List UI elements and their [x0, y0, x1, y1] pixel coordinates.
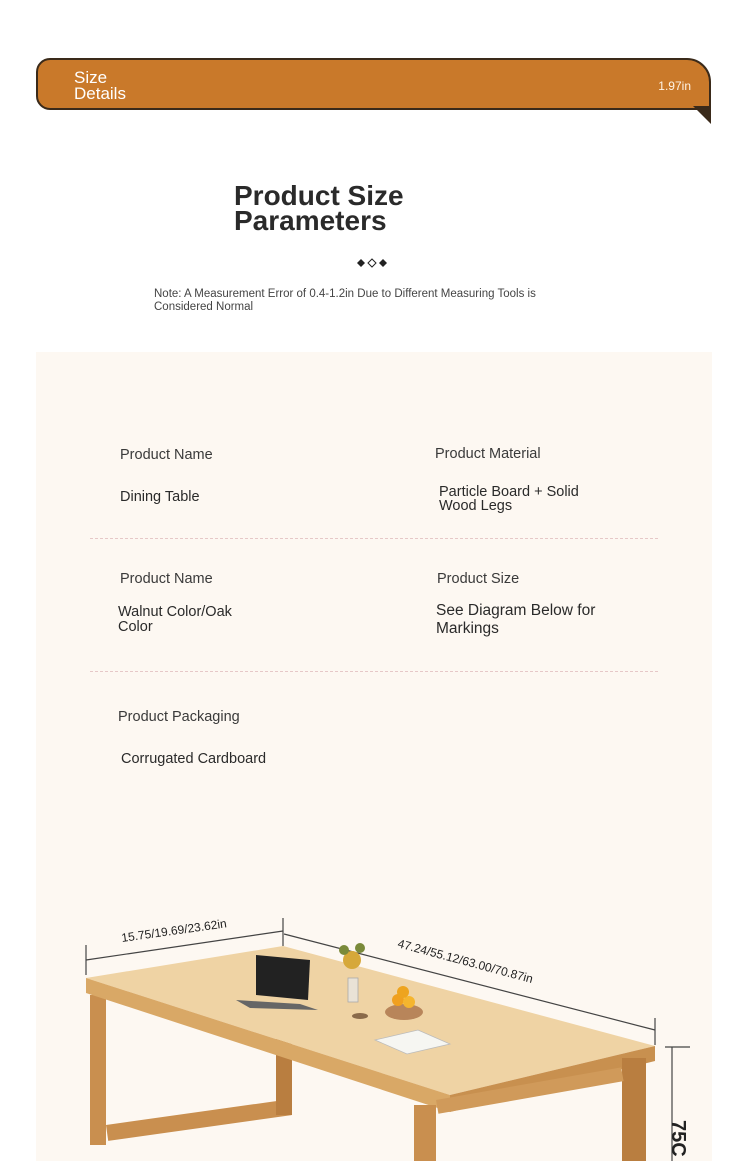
product-packaging-value: Corrugated Cardboard: [121, 751, 267, 767]
product-name-label: Product Name: [120, 447, 213, 463]
product-size-label: Product Size: [437, 571, 520, 587]
product-material-label: Product Material: [435, 446, 541, 462]
product-color-label: Product Name: [120, 571, 213, 587]
spec-divider: [90, 538, 658, 539]
spec-divider: [90, 671, 658, 672]
height-dimension-label: 75C: [667, 1120, 689, 1157]
product-material-value: Particle Board + Solid Wood Legs: [439, 484, 579, 514]
dining-table-illustration: [0, 880, 750, 1161]
banner-title: Size Details: [74, 68, 126, 103]
length-dimension-label: 47.24/55.12/63.00/70.87in: [396, 936, 535, 986]
product-name-value: Dining Table: [120, 489, 200, 505]
product-size-value: See Diagram Below for Markings: [436, 602, 596, 637]
product-packaging-label: Product Packaging: [118, 709, 240, 725]
page-title: Product Size Parameters: [234, 180, 404, 236]
product-color-value: Walnut Color/Oak Color: [118, 604, 232, 635]
size-details-banner: [36, 58, 711, 110]
depth-dimension-label: 15.75/19.69/23.62in: [120, 916, 228, 945]
measurement-note: Note: A Measurement Error of 0.4-1.2in Due to Different Measuring Tools is Considered Normal: [154, 288, 536, 313]
banner-size-text: 1.97in: [658, 79, 691, 93]
diamond-divider-icon: [355, 256, 391, 274]
banner-fold: [693, 106, 711, 124]
